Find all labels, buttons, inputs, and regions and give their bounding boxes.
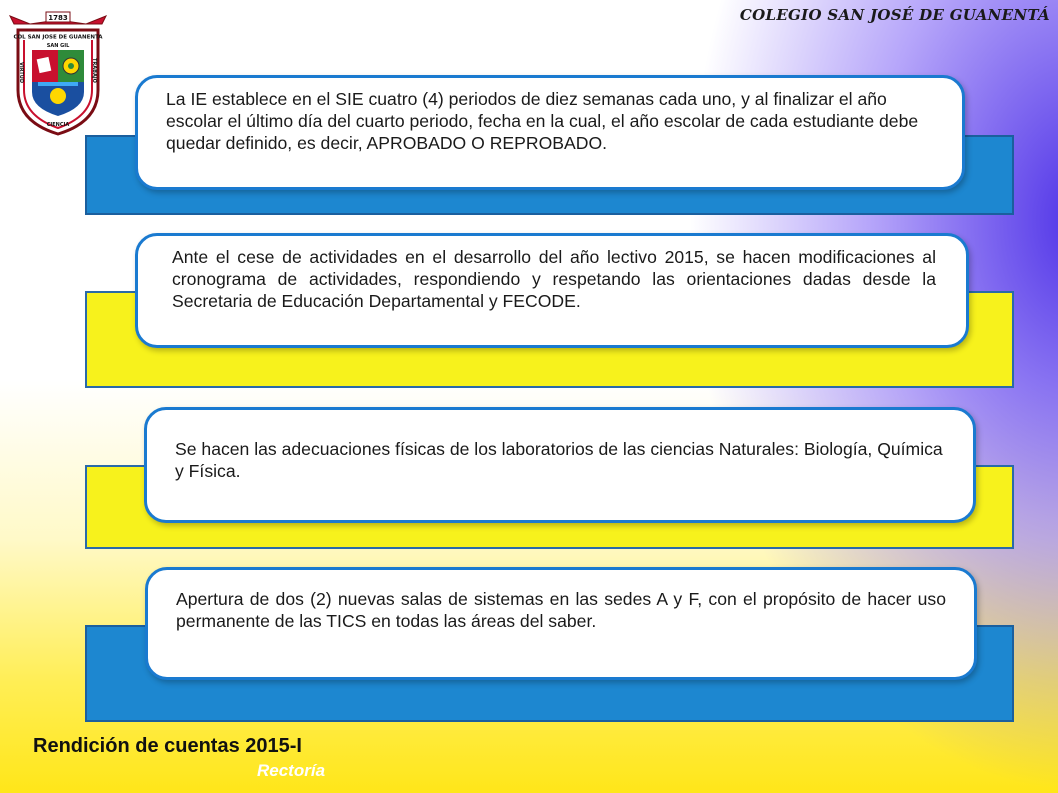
item-card-3 (144, 407, 976, 523)
item-card-2 (135, 233, 969, 348)
item-text-2: Ante el cese de actividades en el desarrollo del año lectivo 2015, se hacen modificaciones al cronograma de actividades, respondiendo y respetando las orientaciones dadas desde la Secretaria de Educación Departamental y FECODE. (172, 247, 936, 311)
school-name-header: COLEGIO SAN JOSÉ DE GUANENTÁ (739, 6, 1050, 24)
svg-text:COL SAN JOSE DE GUANENTA: COL SAN JOSE DE GUANENTA (13, 34, 103, 41)
svg-text:VIRTUD: VIRTUD (18, 62, 24, 83)
footer-subtitle: Rectoría (257, 761, 326, 780)
svg-text:CIENCIA: CIENCIA (46, 122, 70, 128)
svg-text:1783: 1783 (48, 14, 68, 22)
item-card-1 (135, 75, 965, 190)
item-card-4 (145, 567, 977, 680)
school-crest-logo (8, 10, 108, 138)
svg-text:TRABAJO: TRABAJO (91, 58, 97, 83)
footer-title: Rendición de cuentas 2015-I (33, 735, 302, 757)
item-text-3: Se hacen las adecuaciones físicas de los laboratorios de las ciencias Naturales: Biología, Química y Física. (175, 439, 943, 481)
item-text-4: Apertura de dos (2) nuevas salas de sistemas en las sedes A y F, con el propósito de hacer uso permanente de las TICS en todas las áreas del saber. (176, 589, 946, 631)
item-text-1: La IE establece en el SIE cuatro (4) periodos de diez semanas cada uno, y al finalizar el año escolar el último día del cuarto periodo, fecha en la cual, el año escolar de cada estudiante debe quedar definido, es decir, APROBADO O REPROBADO. (166, 89, 919, 153)
svg-text:SAN GIL: SAN GIL (46, 43, 70, 49)
